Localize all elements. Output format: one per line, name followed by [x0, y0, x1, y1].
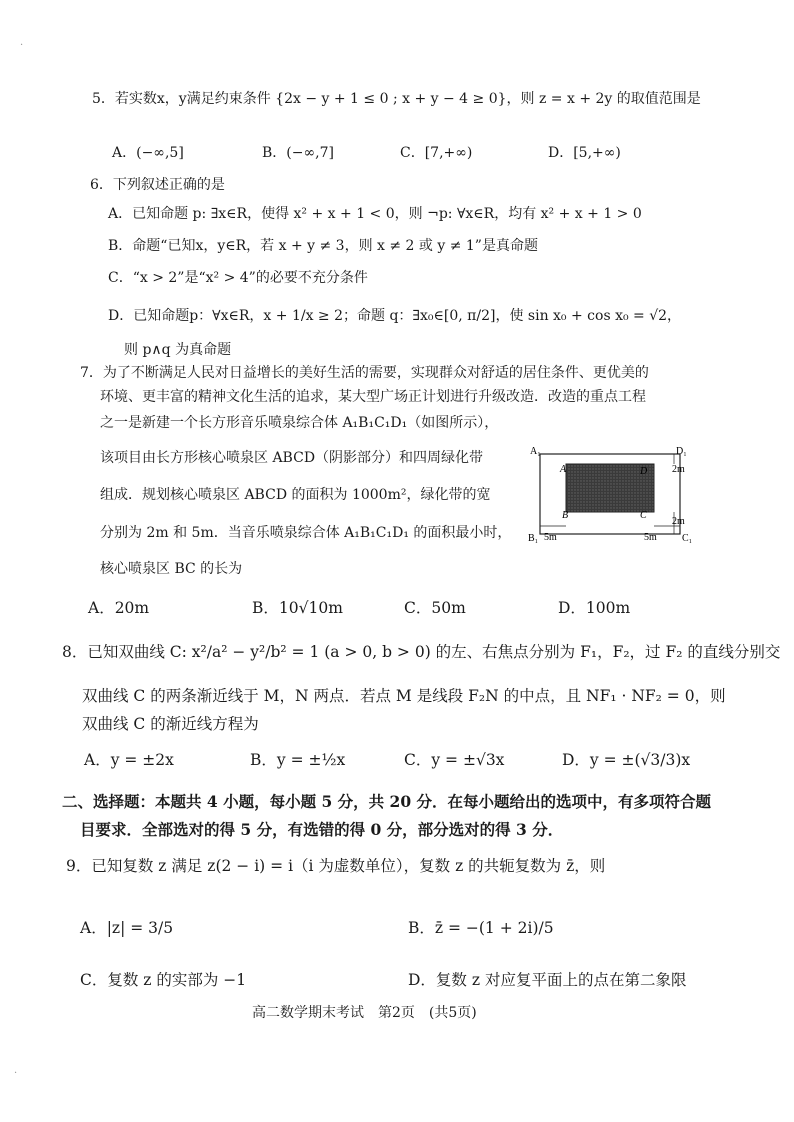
question-7-line: 组成．规划核心喷泉区 ABCD 的面积为 1000m²，绿化带的宽 — [100, 487, 491, 503]
label-d: D — [640, 466, 648, 477]
label-a1: A₁ — [530, 446, 541, 457]
scan-speck: · — [20, 40, 24, 51]
label-c1: C₁ — [682, 533, 693, 544]
q5-option-b: B．(−∞,7] — [262, 145, 334, 161]
question-6-stem: 6．下列叙述正确的是 — [90, 177, 225, 193]
label-2m-top: 2m — [672, 464, 685, 475]
question-9-stem: 9．已知复数 z 满足 z(2 − i) = i（i 为虚数单位），复数 z 的共轭复数为 z̄，则 — [66, 857, 606, 875]
fountain-diagram — [526, 444, 698, 546]
label-a: A — [560, 464, 567, 475]
scan-speck: · — [14, 1068, 18, 1079]
q8-option-a: A．y = ±2x — [84, 751, 174, 769]
q7-option-c: C．50m — [404, 599, 466, 617]
q5-option-a: A．(−∞,5] — [112, 145, 184, 161]
question-7-line: 分别为 2m 和 5m．当音乐喷泉综合体 A₁B₁C₁D₁ 的面积最小时， — [100, 525, 512, 541]
q9-option-d: D．复数 z 对应复平面上的点在第二象限 — [408, 971, 687, 989]
question-8-line: 双曲线 C 的两条渐近线于 M，N 两点．若点 M 是线段 F₂N 的中点，且 NF₁ · NF₂ = 0，则 — [82, 687, 726, 705]
q6-option-d-cont: 则 p∧q 为真命题 — [124, 342, 232, 358]
label-b: B — [562, 510, 569, 521]
section-2-heading-cont: 目要求．全部选对的得 5 分，有选错的得 0 分，部分选对的得 3 分． — [80, 820, 564, 839]
question-7-line: 之一是新建一个长方形音乐喷泉综合体 A₁B₁C₁D₁（如图所示）， — [100, 415, 499, 431]
q7-option-b: B．10√10m — [252, 599, 343, 617]
q7-option-d: D．100m — [558, 599, 631, 617]
label-5m-right: 5m — [644, 532, 657, 543]
q8-option-d: D．y = ±(√3/3)x — [562, 751, 691, 769]
q9-option-a: A．|z| = 3/5 — [80, 919, 174, 937]
q9-option-b: B．z̄ = −(1 + 2i)/5 — [408, 919, 554, 937]
q6-option-b: B．命题“已知x，y∈R，若 x + y ≠ 3，则 x ≠ 2 或 y ≠ 1”是真命题 — [108, 238, 538, 254]
label-b1: B₁ — [528, 533, 539, 544]
q8-option-c: C．y = ±√3x — [404, 751, 505, 769]
label-2m-bottom: 2m — [672, 516, 685, 527]
label-d1: D₁ — [676, 446, 687, 457]
q6-option-c: C．“x > 2”是“x² > 4”的必要不充分条件 — [108, 270, 368, 286]
question-7-line: 该项目由长方形核心喷泉区 ABCD（阴影部分）和四周绿化带 — [100, 450, 484, 466]
label-5m-left: 5m — [544, 532, 557, 543]
q6-option-d: D．已知命题p：∀x∈R，x + 1/x ≥ 2；命题 q：∃x₀∈[0, π/2]，使 sin x₀ + cos x₀ = √2， — [108, 308, 682, 324]
q5-option-d: D．[5,+∞) — [548, 145, 621, 161]
label-c: C — [640, 510, 647, 521]
q9-option-c: C．复数 z 的实部为 −1 — [80, 971, 247, 989]
section-2-heading: 二、选择题：本题共 4 小题，每小题 5 分，共 20 分．在每小题给出的选项中，有多项符合题 — [62, 792, 712, 811]
q8-option-b: B．y = ±½x — [250, 751, 346, 769]
question-7-line: 环境、更丰富的精神文化生活的追求，某大型广场正计划进行升级改造．改造的重点工程 — [100, 389, 646, 405]
question-5-stem: 5．若实数x，y满足约束条件 {2x − y + 1 ≤ 0 ; x + y − 4 ≥ 0}，则 z = x + 2y 的取值范围是 — [92, 91, 701, 107]
question-8-line: 双曲线 C 的渐近线方程为 — [82, 715, 259, 733]
page-footer: 高二数学期末考试 第2页 (共5页) — [252, 1005, 477, 1021]
q5-option-c: C．[7,+∞) — [400, 145, 473, 161]
question-8-line: 8．已知双曲线 C: x²/a² − y²/b² = 1 (a > 0, b > 0) 的左、右焦点分别为 F₁，F₂，过 F₂ 的直线分别交 — [62, 643, 781, 661]
q6-option-a: A．已知命题 p: ∃x∈R，使得 x² + x + 1 < 0，则 ¬p: ∀x∈R，均有 x² + x + 1 > 0 — [108, 206, 642, 222]
question-7-line: 7．为了不断满足人民对日益增长的美好生活的需要，实现群众对舒适的居住条件、更优美的 — [80, 365, 649, 381]
question-7-line: 核心喷泉区 BC 的长为 — [100, 561, 243, 577]
q7-option-a: A．20m — [88, 599, 150, 617]
